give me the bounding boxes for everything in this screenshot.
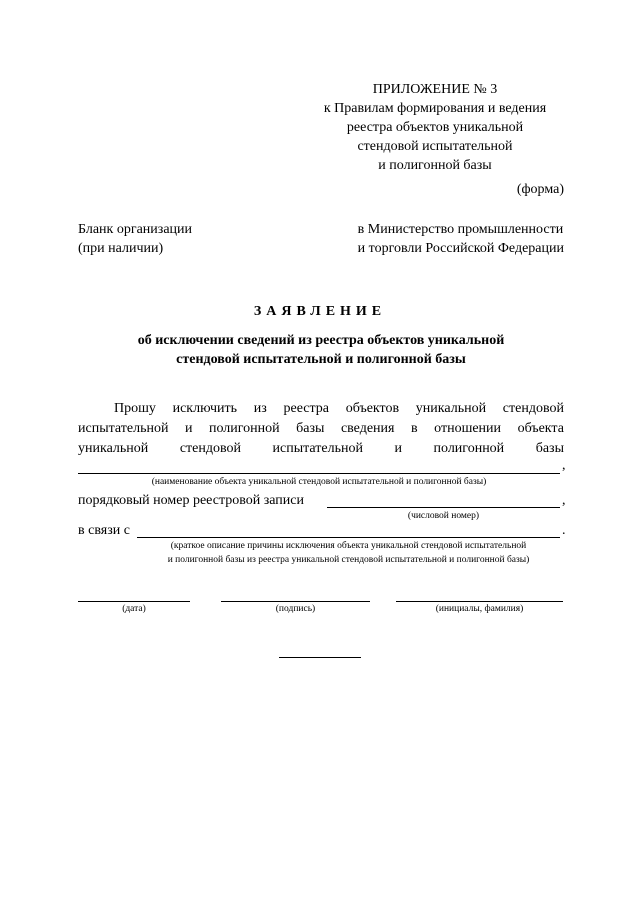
word: стендовой	[179, 441, 241, 456]
date-field[interactable]	[78, 601, 190, 602]
addressee-line-1: в Министерство промышленности	[357, 222, 564, 237]
annex-line-2: реестра объектов уникальной	[346, 120, 524, 135]
addressee	[358, 220, 564, 258]
word: сведения	[340, 421, 395, 436]
word: базы	[535, 441, 564, 456]
object-name-field[interactable]	[78, 473, 560, 474]
subtitle-line-1: об исключении сведений из реестра объектов уникальной	[137, 333, 505, 348]
body-line-3	[78, 441, 564, 457]
caption-name: (инициалы, фамилия)	[435, 604, 524, 614]
word: в	[411, 421, 418, 436]
body-line-1	[114, 401, 564, 417]
registry-number-label: порядковый номер реестровой записи	[78, 493, 304, 508]
word: базы	[296, 421, 325, 436]
addressee-line-2: и торговли Российской Федерации	[357, 241, 564, 256]
body-line-2	[78, 421, 564, 437]
caption-reason-2: и полигонной базы из реестра уникальной стендовой испытательной и полигонной базы)	[167, 555, 530, 565]
annex-line-1: к Правилам формирования и ведения	[323, 101, 547, 116]
word: уникальной	[415, 401, 487, 416]
annex-line-4: и полигонной базы	[378, 158, 492, 173]
name-field[interactable]	[396, 601, 563, 602]
comma: ,	[562, 493, 566, 508]
caption-signature: (подпись)	[275, 604, 316, 614]
word: объектов	[345, 401, 400, 416]
word: и	[394, 441, 402, 456]
period: .	[562, 523, 566, 538]
word: стендовой	[502, 401, 564, 416]
document-title: ЗАЯВЛЕНИЕ	[253, 304, 387, 319]
organization-letterhead	[78, 220, 192, 258]
word: испытательной	[272, 441, 363, 456]
annex-line-3: стендовой испытательной	[357, 139, 513, 154]
word: полигонной	[208, 421, 280, 436]
signature-field[interactable]	[221, 601, 370, 602]
word: исключить	[172, 401, 238, 416]
comma: ,	[562, 458, 566, 473]
registry-number-field[interactable]	[327, 507, 560, 508]
org-line-2: (при наличии)	[78, 241, 164, 256]
word: реестра	[283, 401, 329, 416]
reason-field[interactable]	[137, 537, 560, 538]
word: полигонной	[433, 441, 505, 456]
word: отношении	[434, 421, 502, 436]
word: уникальной	[78, 441, 149, 456]
caption-object-name: (наименование объекта уникальной стендовой испытательной и полигонной базы)	[151, 477, 487, 487]
word: и	[184, 421, 193, 436]
caption-reason-1: (краткое описание причины исключения объекта уникальной стендовой испытательной	[170, 541, 527, 551]
caption-number: (числовой номер)	[407, 511, 480, 521]
org-line-1: Бланк организации	[78, 222, 193, 237]
word: из	[253, 401, 267, 416]
document-subtitle	[78, 331, 564, 369]
word: испытательной	[78, 421, 169, 436]
word: Прошу	[114, 401, 156, 416]
subtitle-line-2: стендовой испытательной и полигонной базы	[176, 352, 466, 367]
word: объекта	[517, 421, 564, 436]
annex-title: ПРИЛОЖЕНИЕ № 3	[372, 82, 498, 97]
form-label: (форма)	[516, 182, 564, 197]
end-separator	[279, 657, 361, 658]
caption-date: (дата)	[122, 604, 146, 614]
reason-label: в связи с	[78, 523, 130, 538]
